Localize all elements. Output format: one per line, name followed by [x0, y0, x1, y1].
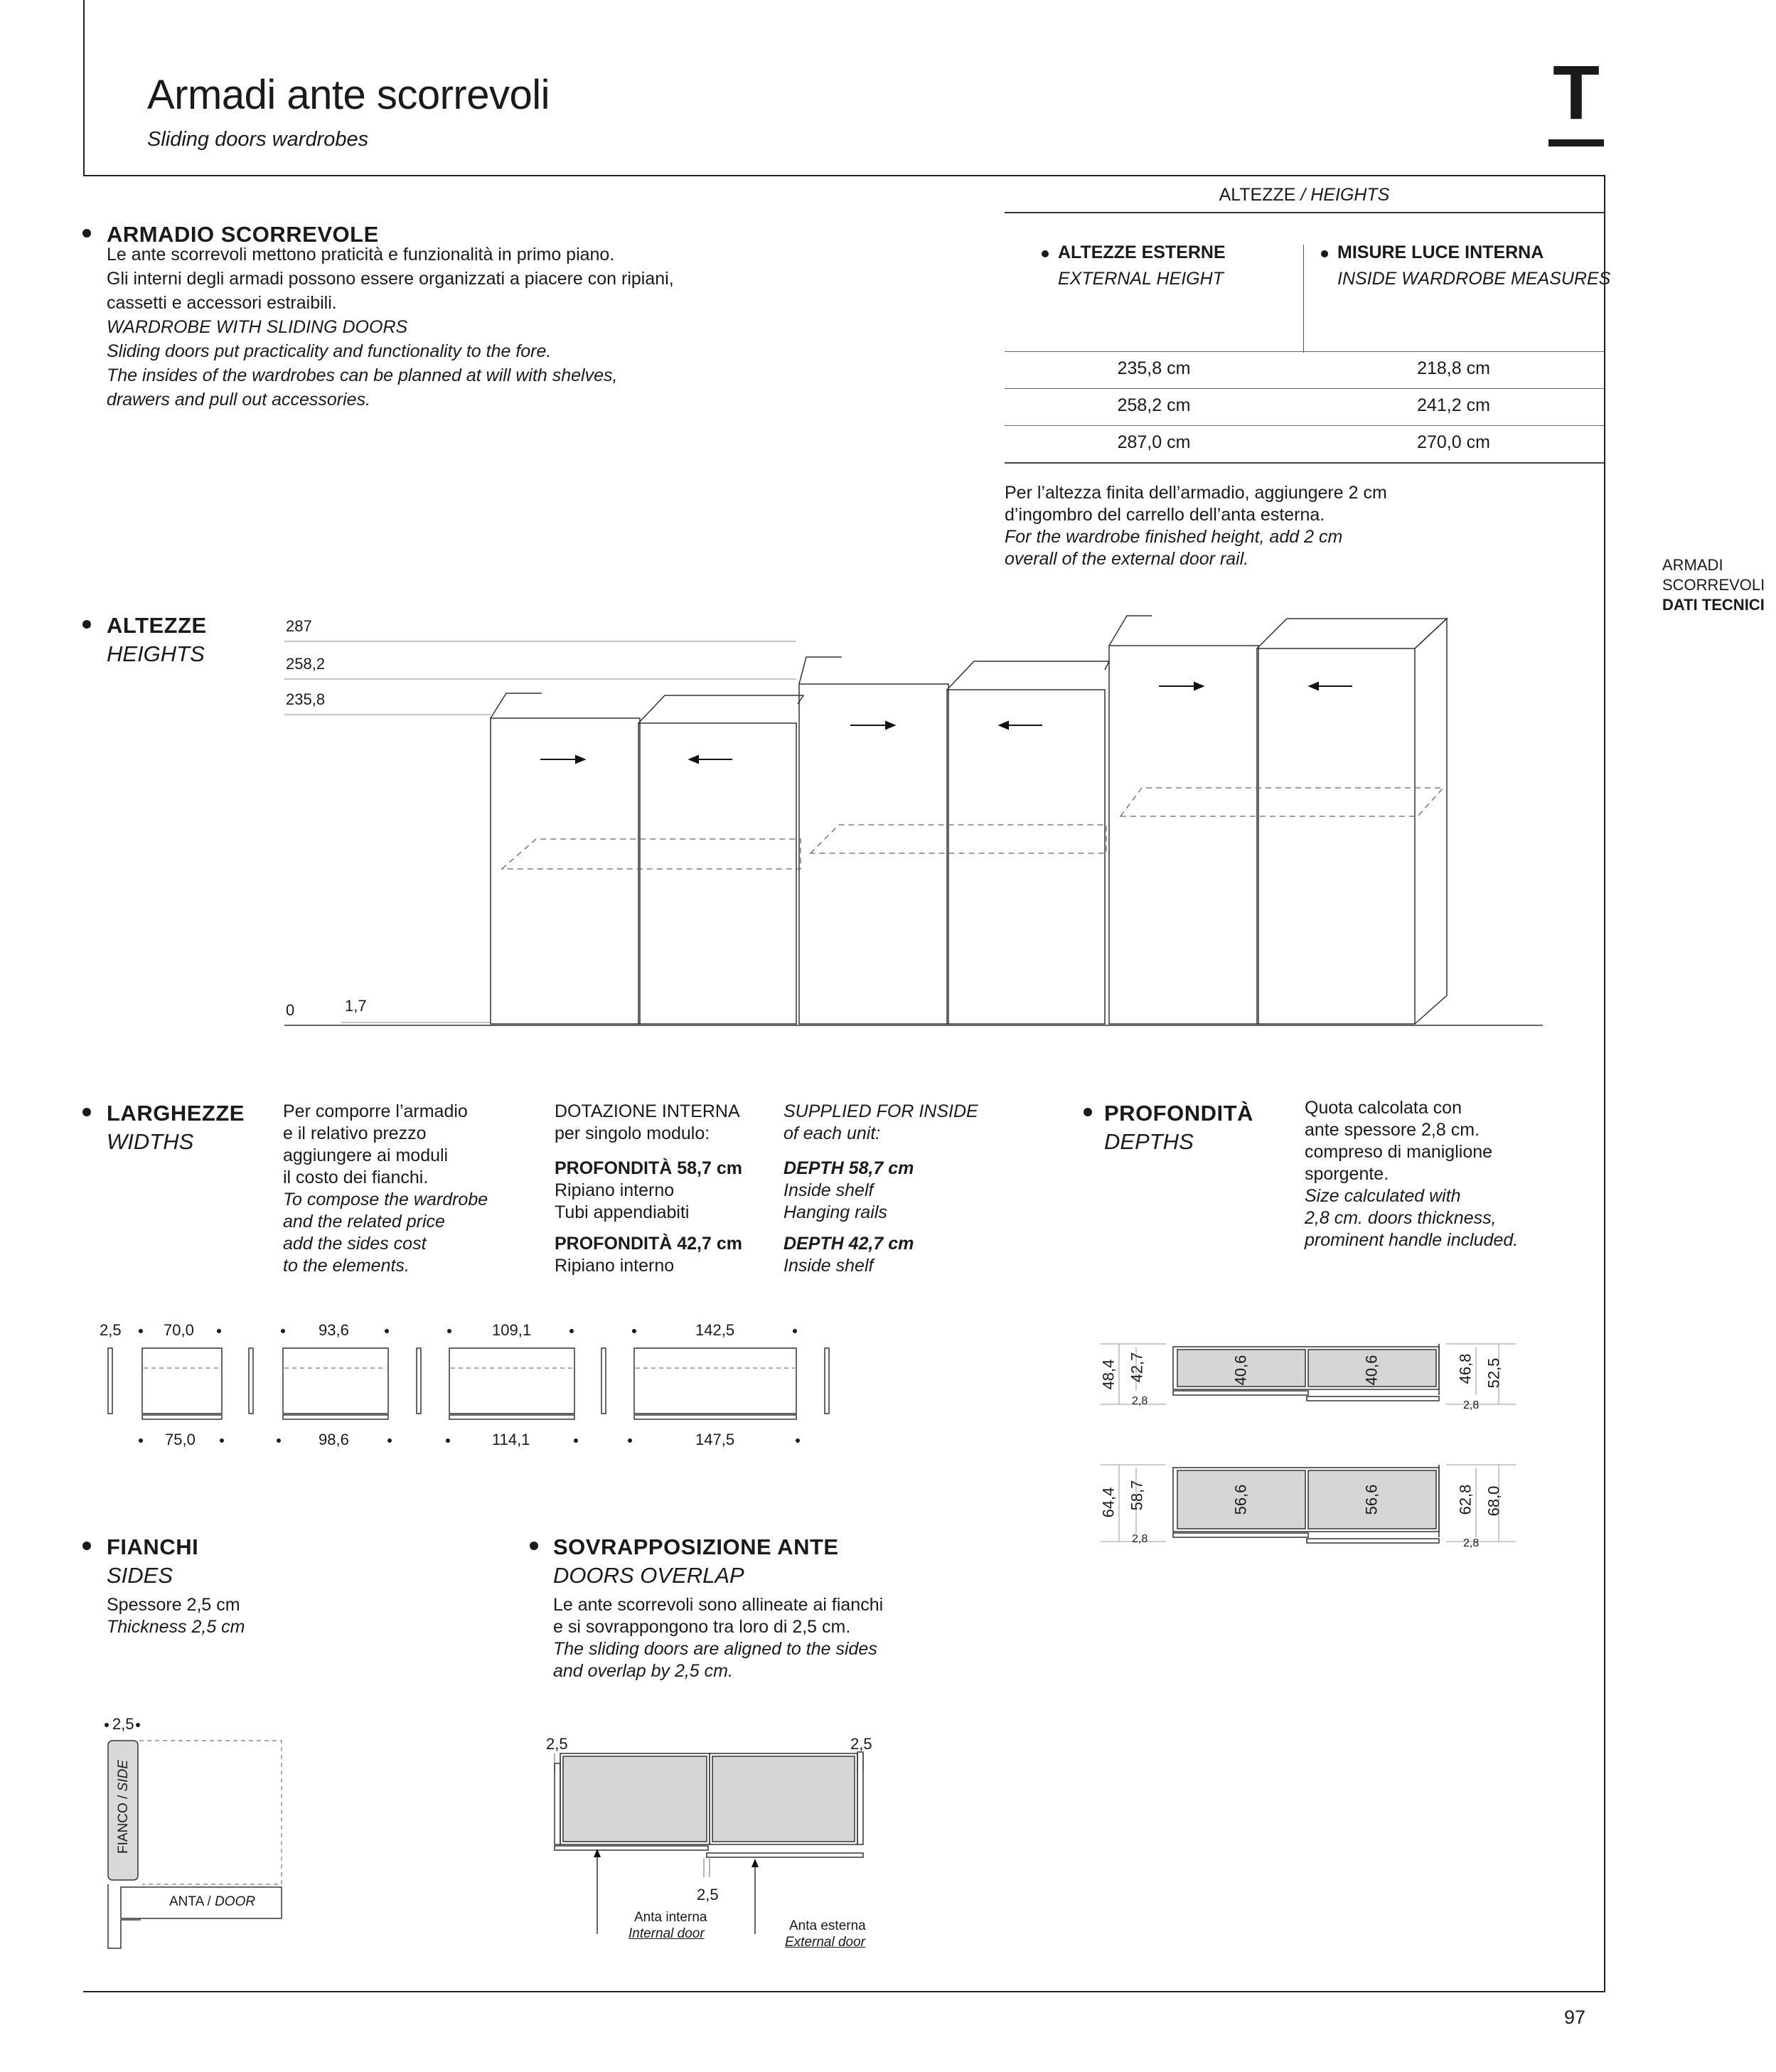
- profondita-sub: DEPTHS: [1104, 1129, 1194, 1154]
- height-label-1-7: 1,7: [345, 997, 367, 1015]
- depth1-heading-en: DEPTH 58,7 cm: [783, 1158, 914, 1178]
- compose-line: aggiungere ai moduli: [283, 1146, 449, 1165]
- bullet-icon: [82, 229, 91, 237]
- wardrobe-elevation-drawing: [270, 597, 1550, 1038]
- logo-letter: T: [1553, 49, 1600, 135]
- col1-sub: EXTERNAL HEIGHT: [1058, 269, 1224, 289]
- compose-line-en: to the elements.: [283, 1256, 410, 1276]
- depth-label: 40,6: [1362, 1355, 1381, 1386]
- row-rule: [1005, 425, 1604, 426]
- overlap-line: Le ante scorrevoli sono allineate ai fianchi: [553, 1595, 884, 1615]
- overlap-dim: 2,5: [546, 1735, 568, 1753]
- depth1-item: Ripiano interno: [555, 1180, 675, 1200]
- side-label-it: FIANCO /: [115, 1791, 131, 1854]
- overlap-heading: SOVRAPPOSIZIONE ANTE: [553, 1534, 839, 1559]
- depth-label: 64,4: [1099, 1487, 1118, 1518]
- table-title-it: ALTEZZE: [1219, 185, 1296, 205]
- depth-label-small: 2,8: [1463, 1537, 1480, 1549]
- table-note: d’ingombro del carrello dell’anta esterna.: [1005, 505, 1325, 525]
- module-width: 109,1: [492, 1321, 532, 1339]
- internal-door-label-en: Internal door: [628, 1926, 705, 1941]
- larghezze-sub: WIDTHS: [107, 1129, 194, 1154]
- profondita-line-en: prominent handle included.: [1305, 1230, 1519, 1250]
- depth-label: 52,5: [1485, 1357, 1503, 1389]
- depth2-item-en: Inside shelf: [783, 1256, 874, 1276]
- table-note-en: For the wardrobe finished height, add 2 cm: [1005, 527, 1343, 547]
- table-col-divider: [1303, 245, 1304, 353]
- row-rule: [1005, 388, 1604, 389]
- supplied-line: SUPPLIED FOR INSIDE: [783, 1101, 978, 1121]
- door-label-en: DOOR: [215, 1894, 256, 1909]
- depth-label: 42,7: [1128, 1352, 1146, 1383]
- door-label: [169, 1894, 255, 1910]
- col1-title: ALTEZZE ESTERNE: [1058, 242, 1226, 262]
- bullet-icon: [530, 1542, 538, 1550]
- depth-label-small: 2,8: [1463, 1399, 1480, 1411]
- table-title-en: / HEIGHTS: [1295, 185, 1390, 205]
- page-title: Armadi ante scorrevoli: [147, 72, 550, 118]
- depth-label: 56,6: [1231, 1484, 1250, 1515]
- depth-label: 68,0: [1485, 1485, 1503, 1517]
- armadio-line-en: drawers and pull out accessories.: [107, 390, 371, 410]
- compose-line: il costo dei fianchi.: [283, 1168, 429, 1187]
- module-width: 70,0: [164, 1321, 194, 1339]
- supplied-line: of each unit:: [783, 1123, 881, 1143]
- fianchi-line: Spessore 2,5 cm: [107, 1595, 240, 1615]
- profondita-line: ante spessore 2,8 cm.: [1305, 1120, 1480, 1140]
- total-width: 98,6: [319, 1431, 349, 1448]
- bullet-icon: [1042, 250, 1049, 257]
- armadio-line-en: WARDROBE WITH SLIDING DOORS: [107, 317, 408, 337]
- armadio-line: Gli interni degli armadi possono essere organizzati a piacere con ripiani,: [107, 269, 674, 289]
- overlap-dim: 2,5: [850, 1735, 872, 1753]
- compose-line-en: and the related price: [283, 1212, 445, 1232]
- bullet-icon: [82, 1542, 91, 1550]
- side-dim-label: 2,5: [112, 1715, 134, 1733]
- larghezze-heading: LARGHEZZE: [107, 1101, 245, 1126]
- depth1-item: Tubi appendiabiti: [555, 1202, 690, 1222]
- bullet-icon: [1321, 250, 1328, 257]
- side-label-en: SIDE: [115, 1760, 131, 1792]
- depth-label: 62,8: [1456, 1484, 1475, 1515]
- page-subtitle: Sliding doors wardrobes: [147, 128, 369, 151]
- row-rule: [1005, 351, 1604, 352]
- overlap-line-en: The sliding doors are aligned to the sides: [553, 1639, 877, 1659]
- depth2-item: Ripiano interno: [555, 1256, 675, 1276]
- bullet-icon: [82, 620, 91, 629]
- armadio-line-en: The insides of the wardrobes can be planned at will with shelves,: [107, 365, 618, 385]
- depth1-heading: PROFONDITÀ 58,7 cm: [555, 1158, 742, 1178]
- altezze-heading: ALTEZZE: [107, 613, 207, 638]
- profondita-line: sporgente.: [1305, 1164, 1389, 1184]
- depth-label: 40,6: [1231, 1355, 1250, 1386]
- table-cell: 258,2 cm: [1117, 395, 1191, 415]
- compose-line-en: To compose the wardrobe: [283, 1190, 488, 1209]
- fianchi-sub: SIDES: [107, 1563, 173, 1588]
- armadio-heading: ARMADIO SCORREVOLE: [107, 222, 379, 247]
- height-label-258: 258,2: [286, 655, 326, 673]
- page-number: 97: [1564, 2007, 1586, 2028]
- depth-label-small: 2,8: [1132, 1533, 1148, 1545]
- compose-line: Per comporre l’armadio: [283, 1101, 468, 1121]
- external-door-label-en: External door: [785, 1935, 866, 1950]
- overlap-sub: DOORS OVERLAP: [553, 1563, 744, 1588]
- external-door-label: Anta esterna: [789, 1918, 866, 1933]
- depth1-item-en: Inside shelf: [783, 1180, 874, 1200]
- depth2-heading-en: DEPTH 42,7 cm: [783, 1234, 914, 1254]
- total-width: 75,0: [165, 1431, 196, 1448]
- armadio-line-en: Sliding doors put practicality and functionality to the fore.: [107, 341, 552, 361]
- frame-bottom-line: [83, 1991, 1605, 1992]
- table-cell: 287,0 cm: [1117, 432, 1191, 452]
- side-nav-scorrevoli[interactable]: SCORREVOLI: [1662, 576, 1765, 594]
- frame-left-line: [83, 0, 85, 176]
- depth-label: 56,6: [1362, 1484, 1381, 1515]
- height-label-0: 0: [286, 1001, 295, 1019]
- depth1-item-en: Hanging rails: [783, 1202, 887, 1222]
- altezze-sub: HEIGHTS: [107, 641, 205, 666]
- module-width: 93,6: [319, 1321, 349, 1339]
- overlap-dim: 2,5: [697, 1886, 719, 1903]
- depth2-heading: PROFONDITÀ 42,7 cm: [555, 1234, 742, 1254]
- bullet-icon: [1084, 1108, 1092, 1116]
- dotazione-line: DOTAZIONE INTERNA: [555, 1101, 740, 1121]
- col2-sub: INSIDE WARDROBE MEASURES: [1337, 269, 1611, 289]
- door-label-it: ANTA /: [169, 1894, 215, 1909]
- profondita-line-en: 2,8 cm. doors thickness,: [1305, 1208, 1497, 1228]
- table-cell: 241,2 cm: [1417, 395, 1490, 415]
- overlap-line-en: and overlap by 2,5 cm.: [553, 1661, 733, 1681]
- armadio-line: Le ante scorrevoli mettono praticità e funzionalità in primo piano.: [107, 245, 615, 265]
- overlap-line: e si sovrappongono tra loro di 2,5 cm.: [553, 1617, 851, 1637]
- logo-underline: [1548, 139, 1604, 146]
- height-label-287: 287: [286, 617, 312, 635]
- side-label: [116, 1760, 132, 1854]
- depth-label: 58,7: [1128, 1480, 1146, 1511]
- armadio-line: cassetti e accessori estraibili.: [107, 293, 337, 313]
- depth-label-small: 2,8: [1132, 1395, 1148, 1407]
- total-width: 147,5: [695, 1431, 735, 1448]
- profondita-line-en: Size calculated with: [1305, 1186, 1461, 1206]
- table-note-en: overall of the external door rail.: [1005, 549, 1249, 569]
- profondita-line: compreso di maniglione: [1305, 1142, 1493, 1162]
- compose-line-en: add the sides cost: [283, 1234, 427, 1254]
- table-title: [1005, 185, 1604, 205]
- fianchi-line-en: Thickness 2,5 cm: [107, 1617, 245, 1637]
- total-width: 114,1: [492, 1431, 530, 1448]
- row-rule: [1005, 462, 1604, 464]
- table-cell: 235,8 cm: [1117, 358, 1191, 378]
- internal-door-label: Anta interna: [634, 1910, 707, 1925]
- profondita-heading: PROFONDITÀ: [1104, 1101, 1253, 1126]
- height-label-235: 235,8: [286, 690, 326, 708]
- bullet-icon: [82, 1108, 91, 1116]
- side-nav-dati-tecnici[interactable]: DATI TECNICI: [1662, 596, 1765, 614]
- table-cell: 218,8 cm: [1417, 358, 1490, 378]
- table-rule: [1005, 212, 1604, 213]
- heights-table: [1005, 176, 1611, 465]
- dotazione-line: per singolo modulo:: [555, 1123, 710, 1143]
- fianchi-heading: FIANCHI: [107, 1534, 199, 1559]
- table-note: Per l’altezza finita dell’armadio, aggiungere 2 cm: [1005, 483, 1387, 503]
- depth-label: 48,4: [1099, 1359, 1118, 1390]
- depth-label: 46,8: [1456, 1353, 1475, 1384]
- brand-logo: [1548, 49, 1604, 149]
- col2-title: MISURE LUCE INTERNA: [1337, 242, 1544, 262]
- frame-right-line: [1604, 175, 1605, 1992]
- profondita-line: Quota calcolata con: [1305, 1098, 1462, 1118]
- overlap-diagram: [547, 1721, 882, 1948]
- table-cell: 270,0 cm: [1417, 432, 1490, 452]
- compose-line: e il relativo prezzo: [283, 1123, 427, 1143]
- side-nav-armadi[interactable]: ARMADI: [1662, 556, 1723, 574]
- side-width-label: 2,5: [100, 1321, 122, 1339]
- module-width: 142,5: [695, 1321, 735, 1339]
